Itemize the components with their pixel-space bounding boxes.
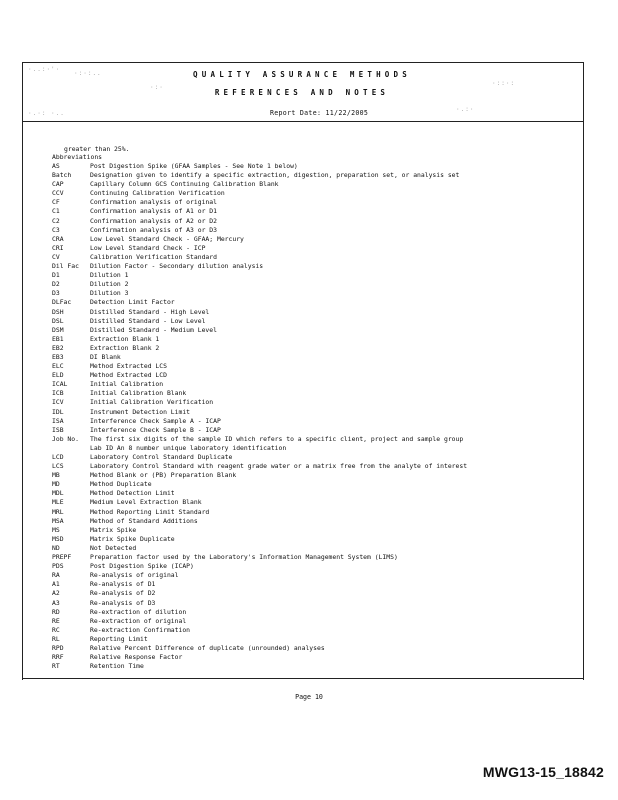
abbreviation-code: AS [52,162,60,170]
abbreviation-code: DSM [52,325,64,334]
abbreviation-code: CRA [52,234,64,243]
abbreviation-definition: Low Level Standard Check - GFAA; Mercury [90,234,244,243]
abbreviation-code: MD [52,480,60,489]
abbreviation-definition: Low Level Standard Check - ICP [90,243,206,252]
abbreviation-code: EB1 [52,334,64,343]
abbreviation-code: C2 [52,216,60,225]
scan-noise: ·.·: ·.. [28,110,65,117]
abbreviation-definition: Retention Time [90,662,144,671]
abbreviation-code: RC [52,625,60,634]
abbreviation-code: RE [52,616,60,625]
abbreviation-code: CRI [52,243,64,252]
abbreviation-definition: Distilled Standard - Low Level [90,316,206,325]
header-divider [22,121,583,122]
abbreviations-heading: Abbreviations [52,153,103,161]
abbreviation-code: LCD [52,453,64,461]
abbreviation-code: ISB [52,425,64,434]
abbreviation-code: PREPF [52,553,72,562]
abbreviation-definition: Interference Check Sample A - ICAP [90,416,221,425]
abbreviation-definition: Relative Percent Difference of duplicate (unrounded) analyses [90,643,325,652]
abbreviation-definition: Instrument Detection Limit [90,407,191,416]
abbreviation-definition: Matrix Spike Duplicate [90,534,175,543]
abbreviation-code: MSD [52,534,64,543]
abbreviation-code: A2 [52,589,60,598]
abbreviation-definition: Initial Calibration Verification [90,398,214,407]
abbreviation-code: Batch [52,171,72,180]
abbreviation-code: RRF [52,653,64,662]
abbreviation-definition: Interference Check Sample B - ICAP [90,425,221,434]
abbreviation-code: D3 [52,289,60,298]
abbreviation-code: RPD [52,643,64,652]
scan-noise: ·:·:.. [74,70,102,77]
abbreviation-code: DSH [52,307,64,316]
abbreviation-code: D1 [52,271,60,280]
scan-noise: ·..:·'· [28,66,61,73]
abbreviation-code: ELC [52,362,64,371]
abbreviation-definition: Re-analysis of D1 [90,580,156,589]
scan-noise: ·.:· [456,106,475,113]
report-date: Report Date: 11/22/2005 [270,109,369,117]
abbreviation-code: ICAL [52,380,68,389]
abbreviation-code: CCV [52,189,64,198]
abbreviation-definition: Extraction Blank 1 [90,334,160,343]
abbreviation-definition: Dilution Factor - Secondary dilution analysis [90,262,264,271]
abbreviation-code: D2 [52,280,60,289]
abbreviation-definition: Method Extracted LCS [90,362,167,371]
abbreviation-definition: Lab ID An 8 number unique laboratory identification [90,443,287,452]
abbreviation-code: EB2 [52,343,64,352]
abbreviation-definition: Dilution 1 [90,271,129,280]
abbreviation-code: MSA [52,516,64,525]
abbreviation-definition: Capillary Column GCS Continuing Calibration Blank [90,180,279,189]
abbreviation-code: ISA [52,416,64,425]
abbreviation-definition: Re-extraction Confirmation [90,625,191,634]
abbreviation-definition: Matrix Spike [90,525,137,534]
abbreviation-definition: Re-extraction of original [90,616,187,625]
abbreviation-code: ICB [52,389,64,398]
abbreviation-definition: Re-analysis of original [90,571,179,580]
abbreviation-code: IDL [52,407,64,416]
abbreviation-definition: Laboratory Control Standard Duplicate [90,453,233,461]
abbreviation-code: Dil Fac [52,262,79,271]
report-header [22,64,582,122]
abbreviation-code: EB3 [52,352,64,361]
abbreviation-code: MS [52,525,60,534]
abbreviation-code: CAP [52,180,64,189]
abbreviation-code: A3 [52,598,60,607]
abbreviation-code: CV [52,252,60,261]
footer-divider [22,678,583,679]
abbreviation-code: DLFac [52,298,72,307]
abbreviation-code: ND [52,543,60,552]
abbreviation-definition: Initial Calibration Blank [90,389,187,398]
report-title: QUALITY ASSURANCE METHODS [193,70,411,79]
abbreviation-code: LCS [52,462,64,471]
scan-noise: ·:· [150,84,164,91]
abbreviation-definition: Dilution 2 [90,280,129,289]
abbreviation-definition: The first six digits of the sample ID which refers to a specific client, project and sample group [90,434,464,443]
abbreviation-definition: Method Extracted LCD [90,371,167,380]
intro-text: greater than 25%. [64,145,130,153]
abbreviation-definition: Re-extraction of dilution [90,607,187,616]
abbreviation-definition: Confirmation analysis of A2 or D2 [90,216,217,225]
abbreviation-definition: Laboratory Control Standard with reagent grade water or a matrix free from the analyte of interest [90,462,468,471]
abbreviation-code: C1 [52,207,60,216]
abbreviation-definition: Distilled Standard - Medium Level [90,325,217,334]
report-subtitle: REFERENCES AND NOTES [214,88,390,97]
abbreviation-code: Job No. [52,434,79,443]
abbreviation-code: A1 [52,580,60,589]
abbreviation-definition: Re-analysis of D3 [90,598,156,607]
abbreviation-definition: Reporting Limit [90,634,148,643]
page-number: Page 10 [295,693,323,701]
abbreviation-definition: Post Digestion Spike (ICAP) [90,562,194,571]
abbreviation-code: C3 [52,225,60,234]
abbreviation-code: RT [52,662,60,671]
abbreviation-definition: Confirmation analysis of A1 or D1 [90,207,217,216]
abbreviation-definition: Post Digestion Spike (GFAA Samples - See Note 1 below) [90,162,298,170]
abbreviation-definition: Extraction Blank 2 [90,343,160,352]
abbreviation-definition: Confirmation analysis of A3 or D3 [90,225,217,234]
abbreviation-definition: Calibration Verification Standard [90,252,217,261]
abbreviation-definition: Dilution 3 [90,289,129,298]
abbreviation-definition: DI Blank [90,352,121,361]
document-id: MWG13-15_18842 [482,764,604,780]
abbreviation-definition: Preparation factor used by the Laboratory's Information Management System (LIMS) [90,553,398,562]
abbreviation-definition: Distilled Standard - High Level [90,307,210,316]
abbreviation-code: CF [52,198,60,207]
abbreviation-definition: Detection Limit Factor [90,298,175,307]
abbreviation-definition: Method Blank or (PB) Preparation Blank [90,471,237,480]
abbreviation-definition: Method Detection Limit [90,489,175,498]
abbreviation-definition: Re-analysis of D2 [90,589,156,598]
abbreviation-definition: Method Reporting Limit Standard [90,507,210,516]
abbreviation-code: RA [52,571,60,580]
abbreviation-definition: Designation given to identify a specific extraction, digestion, preparation set, or analysis set [90,171,460,180]
abbreviation-code: PDS [52,562,64,571]
abbreviation-code: DSL [52,316,64,325]
abbreviation-definition: Method of Standard Additions [90,516,198,525]
abbreviation-definition: Method Duplicate [90,480,152,489]
abbreviation-definition: Continuing Calibration Verification [90,189,225,198]
abbreviation-code: ELD [52,371,64,380]
abbreviation-code: MDL [52,489,64,498]
abbreviation-code: RD [52,607,60,616]
abbreviation-code: RL [52,634,60,643]
abbreviation-code: MLE [52,498,64,507]
abbreviation-definition: Not Detected [90,543,137,552]
abbreviation-definition: Initial Calibration [90,380,164,389]
abbreviation-code: ICV [52,398,64,407]
abbreviation-definition: Medium Level Extraction Blank [90,498,202,507]
abbreviation-definition: Relative Response Factor [90,653,183,662]
abbreviation-code: MB [52,471,60,480]
abbreviation-code: MRL [52,507,64,516]
abbreviation-definition: Confirmation analysis of original [90,198,217,207]
scan-noise: ·::·: [492,80,516,87]
